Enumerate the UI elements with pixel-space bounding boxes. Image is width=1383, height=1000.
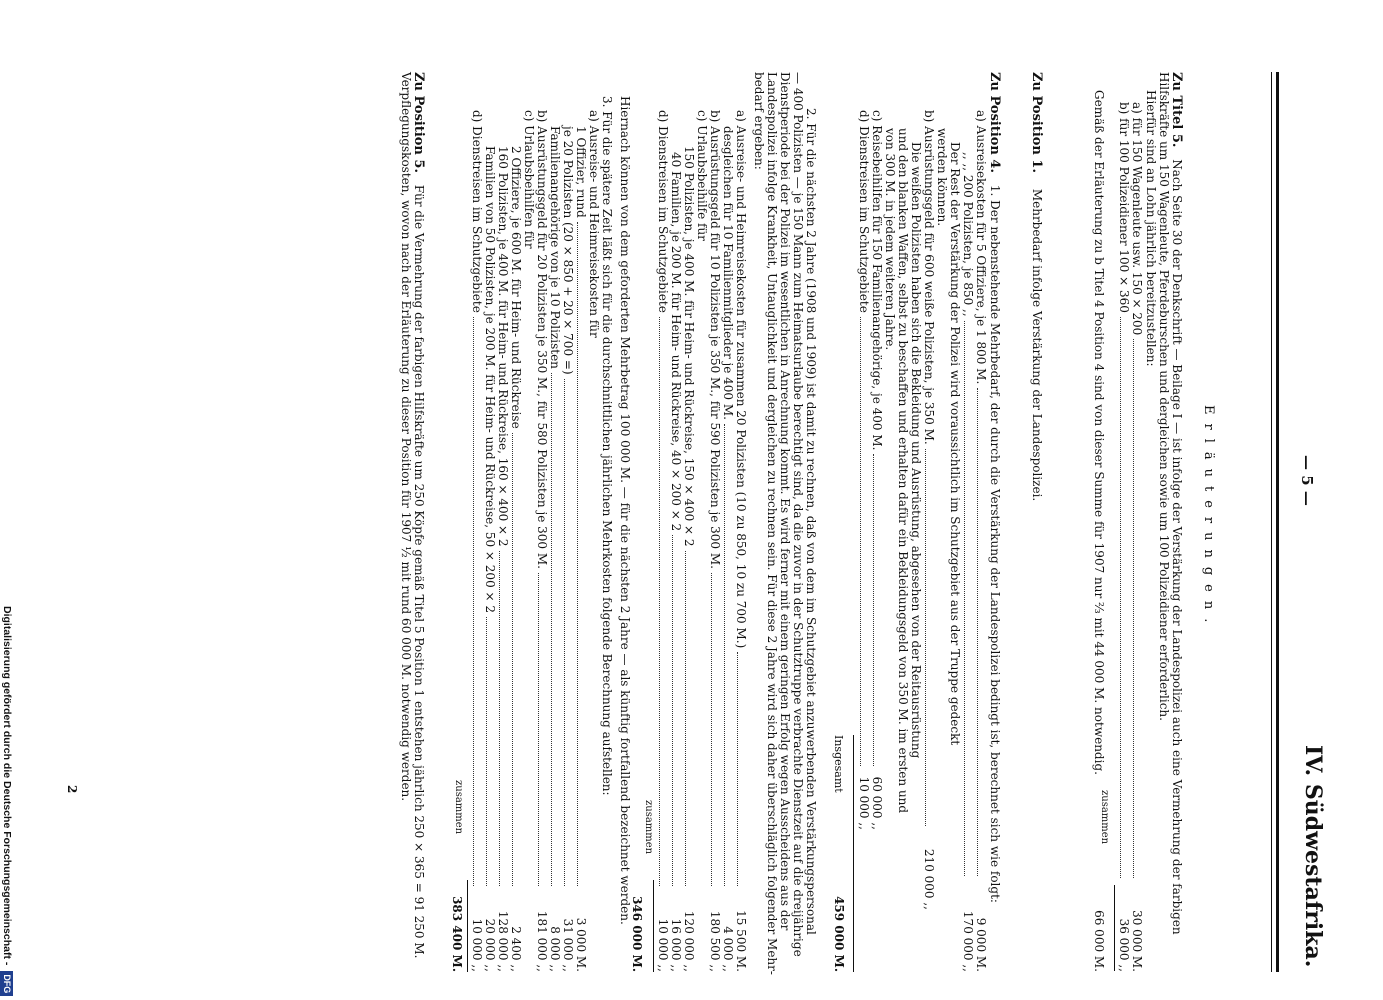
pos4-c: c) Reisebeihilfen für 150 Familienangehörige, je 400 M. xyxy=(870,110,883,770)
position4-intro xyxy=(988,72,1001,903)
page-number: 2 xyxy=(65,785,79,794)
page-marker: — 5 — xyxy=(1298,455,1316,506)
pos4-p2-text xyxy=(752,72,817,992)
pos4-p3-item-amount: 181 000 ,, xyxy=(535,910,549,972)
pos4-p3-sum-rule xyxy=(467,880,468,972)
pos4-p2-line-2: — 400 Polizisten — je 150 Mann zum Heimatsurlaube berechtigt sind, da die zuvor in der Schutztruppe verbrachte Dienstzeit auf die dreijährige xyxy=(791,72,805,957)
position1-block xyxy=(1030,72,1043,501)
pos4-p3-item-amount: 31 000 ,, xyxy=(561,918,575,972)
pos4-p2-item: desgleichen für 10 Familienmitglieder je 400 M. xyxy=(721,126,734,890)
pos4-p3-item: je 20 Polizisten (20 × 850 + 20 × 700 =) xyxy=(561,126,574,890)
subtitle: Erläuterungen. xyxy=(1201,405,1216,632)
pos4-d-amount: 10 000 ,, xyxy=(857,776,871,830)
pos4-p2-item-amount: 15 500 M. xyxy=(734,910,748,972)
titel5-note: Gemäß der Erläuterung zu b Titel 4 Position 4 sind von dieser Summe für 1907 nur ⅔ mit 44 000 M. notwendig. xyxy=(1092,90,1106,775)
pos4-a: a) Ausreisekosten für 5 Offiziere, je 1 800 M. xyxy=(974,110,987,880)
titel5-item-b: b) für 100 Polizeidiener 100 × 360 xyxy=(1117,102,1130,882)
titel5-intro-2: Hilfskräfte um 150 Wagenleute, Pferdeburschen und dergleichen sowie um 100 Polizeidiener erforderlich. xyxy=(1157,72,1171,721)
pos4-p3-item: Familien von 50 Polizisten, je 200 M. für Heim- und Rückreise, 50 × 200 × 2 xyxy=(483,146,496,890)
header-rule-thin xyxy=(1271,72,1272,972)
position5-line-2: Verpflegungskosten, wovon nach der Erläuterung zu dieser Position für 1907 ½ mit rund 60 000 M. notwendig werden. xyxy=(399,72,413,802)
pos4-p2-item-c: c) Urlaubsbeihilfe für xyxy=(695,110,709,241)
titel5-sum-label: zusammen xyxy=(1099,790,1110,845)
pos4-p2-sum-rule xyxy=(653,880,654,972)
pos4-total-amount: 459 000 M. xyxy=(832,896,846,972)
pos4-p3-item: Familienangehörige von je 10 Polizisten xyxy=(548,126,561,890)
pos4-a2-amount: 170 000 ,, xyxy=(961,910,975,972)
position5-heading: Zu Position 5. xyxy=(411,72,426,173)
section-title: IV. Südwestafrika. xyxy=(1300,745,1326,968)
titel5-item-a-amount: 30 000 M. xyxy=(1130,910,1144,972)
pos4-a-amount: 9 000 M. xyxy=(974,917,988,972)
pos4-p3-item-amount: 8 000 ,, xyxy=(548,926,562,972)
pos4-b-note-1: Die weißen Polizisten haben sich die Bekleidung und Ausrüstung, abgesehen von der Reitausrüstung xyxy=(909,142,923,759)
pos4-p2-line-4: Landespolizei infolge Krankheit, Untauglichkeit und dergleichen zu rechnen sein. Für diese 2 Jahre wird sich daher überschläglich folgender Mehr- xyxy=(765,72,779,975)
pos4-b-note-3: von 300 M. in jedem weiteren Jahre. xyxy=(883,128,897,351)
pos4-p3-sum-label: zusammen xyxy=(453,780,464,835)
pos4-p3-sum-amount: 383 400 M. xyxy=(450,896,464,972)
pos4-p2-item: 150 Polizisten, je 400 M. für Heim- und Rückreise, 150 × 400 × 2 xyxy=(682,146,695,890)
pos4-p2-line-5: bedarf ergeben: xyxy=(752,72,766,170)
pos4-p3-item-amount: 20 000 ,, xyxy=(483,918,497,972)
pos4-total-label: Insgesamt xyxy=(832,735,845,793)
titel5-intro-3: Hierfür sind an Lohn jährlich bereitzustellen: xyxy=(1144,90,1158,367)
pos4-a-note-2: werden können. xyxy=(935,128,949,227)
position4-heading: Zu Position 4. xyxy=(987,72,1002,173)
pos4-b: b) Ausrüstungsgeld für 600 weiße Polizisten, je 350 M. xyxy=(922,110,935,830)
titel5-intro-1: Nach Seite 30 der Denkschrift — Beilage I — ist infolge der Verstärkung der Landespolizei auch eine Vermehrung der farbigen xyxy=(1170,159,1184,935)
position4-p1-intro: 1. Der nebenstehende Mehrbedarf, der durch die Verstärkung der Landespolizei bedingt ist, berechnet sich wie folgt: xyxy=(988,184,1002,903)
pos4-p3-item: 1 Offizier, rund xyxy=(574,126,587,890)
pos4-p2-item: b) Ausrüstungsgeld für 10 Polizisten je 350 M., für 590 Polizisten je 300 M. xyxy=(708,110,721,890)
pos4-d: d) Dienstreisen im Schutzgebiete xyxy=(857,110,870,770)
pos4-p3-item: b) Ausrüstungsgeld für 20 Polizisten je 350 M., für 580 Polizisten je 300 M. xyxy=(535,110,548,890)
position5-block xyxy=(399,72,425,958)
pos4-p3-item: 160 Polizisten, je 400 M. für Heim- und Rückreise, 160 × 400 × 2 xyxy=(496,146,509,890)
dfg-logo: DFG xyxy=(0,971,13,996)
pos4-p2-line-1: 2. Für die nächsten 2 Jahre (1908 und 1909) ist damit zu rechnen, daß von dem im Schutzgebiet anzuwerbenden Verstärkungspersonal xyxy=(804,108,818,935)
titel5-sum-rule xyxy=(1114,885,1115,971)
pos4-p3-item-c: c) Urlaubsbeihilfen für xyxy=(522,110,536,249)
position1-heading: Zu Position 1. xyxy=(1029,72,1044,173)
pos4-b-amount: 210 000 ,, xyxy=(922,848,936,910)
titel5-heading: Zu Titel 5. xyxy=(1169,72,1184,148)
pos4-p2-item-amount: 10 000 ,, xyxy=(656,918,670,972)
pos4-p2-sum-label: zusammen xyxy=(643,800,654,855)
pos4-p3-item-amount: 3 000 M. xyxy=(574,917,588,972)
titel5-block xyxy=(1144,72,1183,972)
position1-text: Mehrbedarf infolge Verstärkung der Landespolizei. xyxy=(1030,188,1044,502)
pos4-total-rule xyxy=(853,735,854,972)
pos4-p2-item: a) Ausreise- und Heimreisekosten für zusammen 20 Polizisten (10 zu 850, 10 zu 700 M.) xyxy=(734,110,747,890)
pos4-p3-item: 2 Offiziere, je 600 M. für Heim- und Rückreise xyxy=(509,146,522,890)
header-rule-thick xyxy=(1276,72,1279,972)
pos4-a-note-1: Der Rest der Verstärkung der Polizei wird voraussichtlich im Schutzgebiet aus der Truppe gedeckt xyxy=(948,142,962,746)
pos4-p2-sum-amount: 346 000 M. xyxy=(630,896,644,972)
pos4-p3-item-amount: 10 000 ,, xyxy=(470,918,484,972)
pos4-p2-item-amount: 16 000 ,, xyxy=(669,918,683,972)
pos4-p2-item-amount: 180 500 ,, xyxy=(708,910,722,972)
pos4-p3-item-amount: 128 000 ,, xyxy=(496,910,510,972)
pos4-p2-item-amount: 120 000 ,, xyxy=(682,910,696,972)
pos4-b-note-2: und den blanken Waffen, selbst zu beschaffen und erhalten dafür ein Bekleidungsgeld von 350 M. im ersten und xyxy=(896,128,910,814)
position5-line-1: Für die Vermehrung der farbigen Hilfskräfte um 250 Köpfe gemäß Titel 5 Position 1 entstehen jährlich 250 × 365 = 91 250 M. xyxy=(412,184,426,959)
pos4-c-amount: 60 000 ,, xyxy=(870,776,884,830)
titel5-item-a: a) für 150 Wagenleute usw. 150 × 200 xyxy=(1130,102,1143,882)
pos4-p3-item: d) Dienstreisen im Schutzgebiete xyxy=(470,110,483,890)
pos4-a2: ,, ,, 200 Polizisten, je 850 ,, xyxy=(961,152,974,880)
pos4-p2-item-amount: 4 000 ,, xyxy=(721,926,735,972)
pos4-p2-item: 40 Familien, je 200 M. für Heim- und Rückreise, 40 × 200 × 2 xyxy=(669,152,682,890)
digitization-note: Digitalisierung gefördert durch die Deutsche Forschungsgemeinschaft - DFG xyxy=(0,606,13,996)
titel5-item-b-amount: 36 000 ,, xyxy=(1117,918,1131,972)
pos4-p2-item: d) Dienstreisen im Schutzgebiete xyxy=(656,110,669,890)
pos4-p2-after: Hiernach können von dem geforderten Mehrbetrag 100 000 M. — für die nächsten 2 Jahre — als künftig fortfallend bezeichnet werden. xyxy=(618,96,632,925)
pos4-p3-item-a: a) Ausreise- und Heimreisekosten für xyxy=(587,110,601,338)
pos4-p2-line-3: Dienstperiode bei der Polizei im wesentlichen in Anrechnung kommt. Es wird ferner mit einem geringen Erfolg wegen Ausscheidens aus der xyxy=(778,72,792,931)
pos4-p3-item-amount: 2 400 ,, xyxy=(509,926,523,972)
titel5-sum-amount: 66 000 M. xyxy=(1092,910,1106,972)
pos4-p3-intro: 3. Für die spätere Zeit läßt sich für die durchschnittlichen jährlichen Mehrkosten folgende Berechnung aufstellen: xyxy=(600,96,614,796)
